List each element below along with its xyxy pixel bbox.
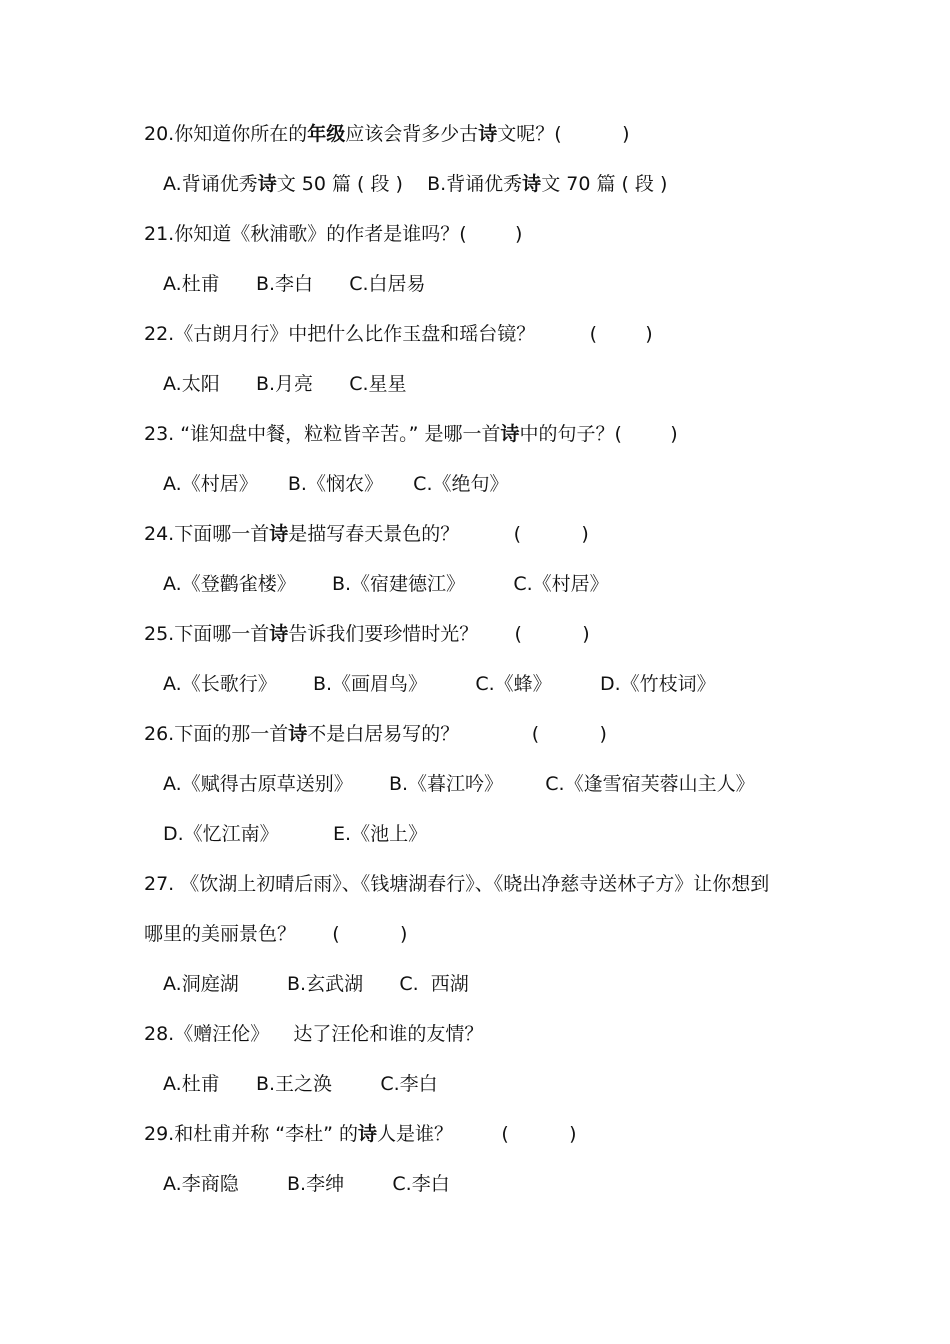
line-text: 24.下面哪一首 [144, 523, 270, 545]
line-text: 21.你知道《秋浦歌》的作者是谁吗？( ) [144, 223, 523, 245]
line-text: A.杜甫 B.李白 C.白居易 [163, 273, 426, 295]
question-line [144, 1122, 577, 1146]
line-text: A.《长歌行》 B.《画眉鸟》 C.《蜂》 D.《竹枝词》 [163, 673, 716, 695]
line-text: 28.《赠汪伦》 达了汪伦和谁的友情？ [144, 1023, 484, 1045]
line-text: A.洞庭湖 B.玄武湖 C. 西湖 [163, 973, 469, 995]
emphasized-text: 诗 [500, 423, 520, 445]
line-text: 25.下面哪一首 [144, 623, 270, 645]
line-text: 是描写春天景色的？ ( ) [288, 523, 589, 545]
line-text: A.李商隐 B.李绅 C.李白 [163, 1173, 450, 1195]
emphasized-text: 诗 [257, 173, 277, 195]
line-text: 22.《古朗月行》中把什么比作玉盘和瑶台镜？ ( ) [144, 323, 653, 345]
question-line [144, 422, 678, 446]
line-text: A.《村居》 B.《悯农》 C.《绝句》 [163, 473, 509, 495]
line-text: 应该会背多少古 [345, 123, 479, 145]
line-text: 23. “谁知盘中餐，粒粒皆辛苦。” 是哪一首 [144, 423, 501, 445]
emphasized-text: 诗 [269, 523, 289, 545]
line-text: A.背诵优秀 [163, 173, 258, 195]
emphasized-text: 诗 [269, 623, 289, 645]
question-line [144, 922, 407, 946]
emphasized-text: 诗 [522, 173, 542, 195]
line-text: 哪里的美丽景色？ ( ) [144, 923, 408, 945]
question-line [144, 622, 590, 646]
line-text: 29.和杜甫并称 “李杜” 的 [144, 1123, 358, 1145]
options-line [163, 672, 716, 696]
question-line [144, 872, 769, 896]
line-text: 中的句子？( ) [519, 423, 678, 445]
options-line [163, 822, 427, 846]
emphasized-text: 诗 [288, 723, 308, 745]
options-line [163, 1172, 450, 1196]
options-line [163, 572, 609, 596]
question-line [144, 522, 589, 546]
line-text: A.太阳 B.月亮 C.星星 [163, 373, 407, 395]
question-line [144, 1022, 483, 1046]
question-line [144, 222, 522, 246]
options-line [163, 472, 508, 496]
line-text: 人是谁？ ( ) [377, 1123, 577, 1145]
emphasized-text: 诗 [478, 123, 498, 145]
line-text: A.《赋得古原草送别》 B.《暮江吟》 C.《逢雪宿芙蓉山主人》 [163, 773, 755, 795]
emphasized-text: 年级 [307, 123, 346, 145]
options-line [163, 972, 469, 996]
options-line [163, 272, 426, 296]
question-line [144, 122, 630, 146]
options-line [163, 372, 407, 396]
line-text: A.《登鹳雀楼》 B.《宿建德江》 C.《村居》 [163, 573, 609, 595]
line-text: 告诉我们要珍惜时光？ ( ) [288, 623, 590, 645]
line-text: 文呢？( ) [497, 123, 630, 145]
question-line [144, 722, 607, 746]
line-text: A.杜甫 B.王之涣 C.李白 [163, 1073, 438, 1095]
options-line [163, 172, 667, 196]
emphasized-text: 诗 [357, 1123, 377, 1145]
options-line [163, 772, 755, 796]
line-text: D.《忆江南》 E.《池上》 [163, 823, 428, 845]
line-text: 不是白居易写的？ ( ) [307, 723, 607, 745]
line-text: 文 50 篇 ( 段 ) B.背诵优秀 [276, 173, 523, 195]
line-text: 26.下面的那一首 [144, 723, 289, 745]
question-line [144, 322, 653, 346]
line-text: 27. 《饮湖上初晴后雨》、《钱塘湖春行》、《晓出净慈寺送林子方》让你想到 [144, 873, 770, 895]
options-line [163, 1072, 438, 1096]
line-text: 文 70 篇 ( 段 ) [541, 173, 668, 195]
line-text: 20.你知道你所在的 [144, 123, 308, 145]
